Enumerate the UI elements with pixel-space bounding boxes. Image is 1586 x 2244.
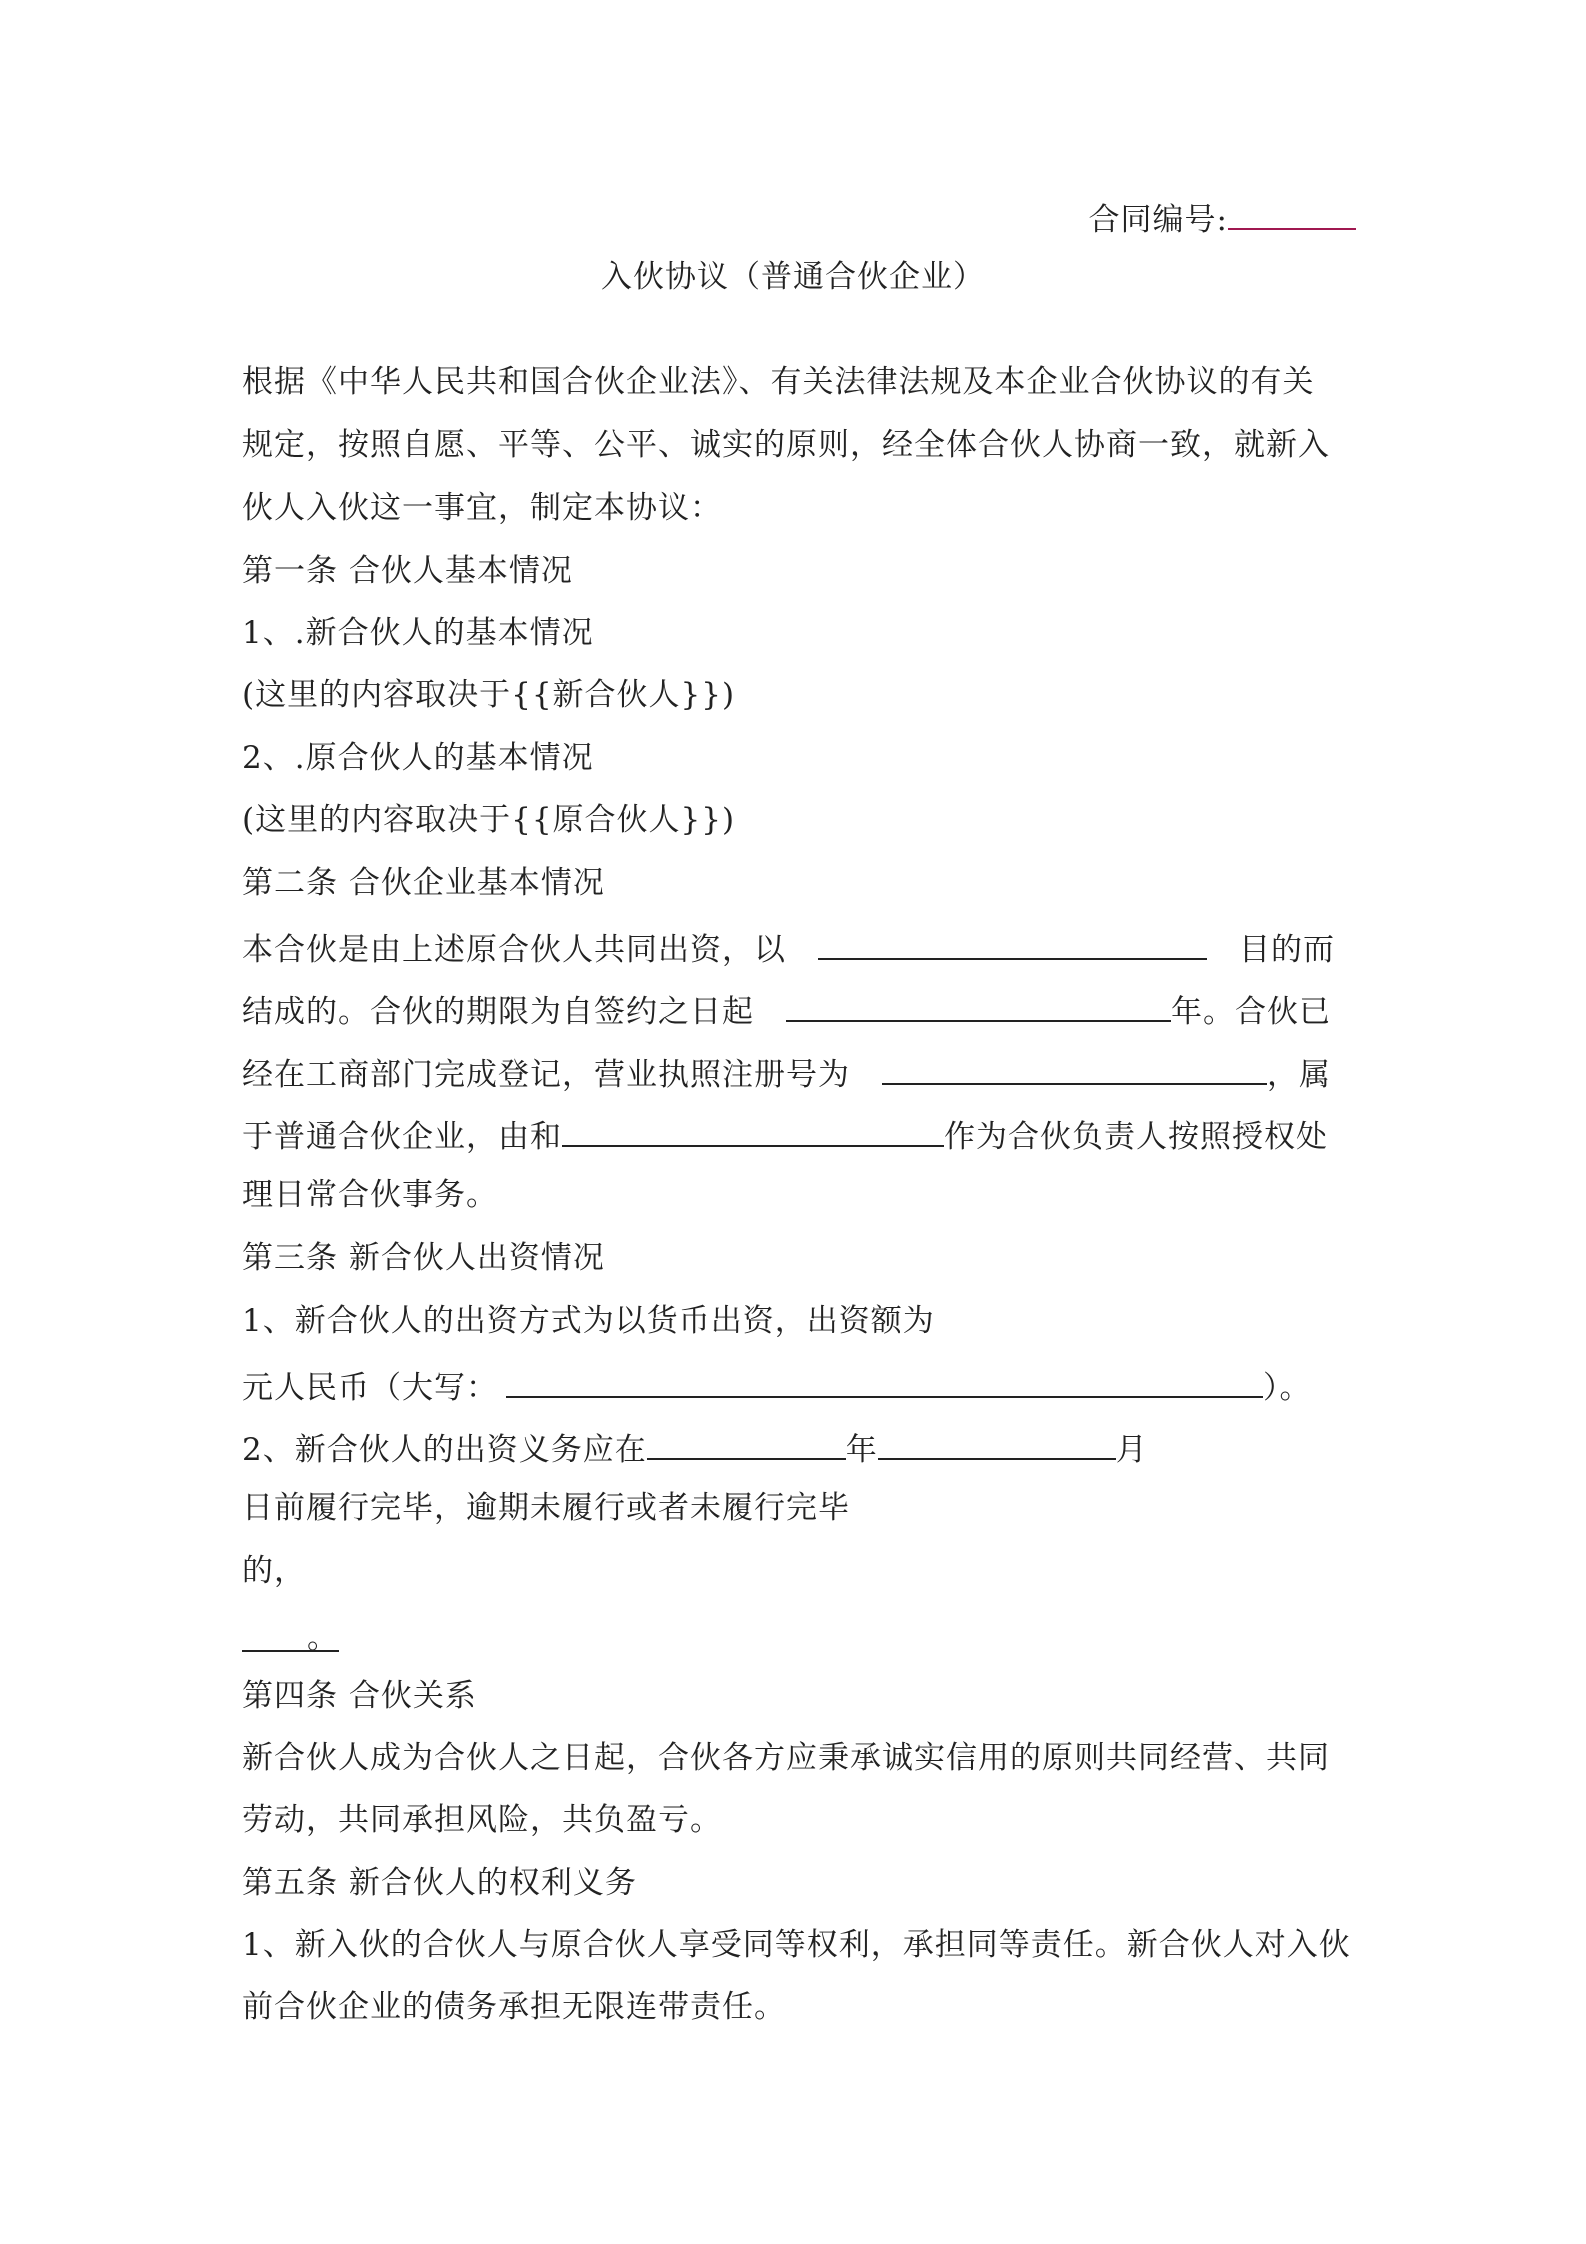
article-3-line: 1、新合伙人的出资方式为以货币出资，出资额为 — [242, 1303, 935, 1339]
intro-line: 伙人入伙这一事宜，制定本协议： — [242, 490, 722, 526]
text: 目的而 — [1239, 932, 1335, 968]
article-3-line — [242, 1364, 1312, 1408]
month-blank[interactable] — [878, 1426, 1116, 1460]
text: 元人民币（大写： — [242, 1370, 498, 1406]
article-3-heading: 第三条 新合伙人出资情况 — [242, 1240, 605, 1276]
text: 经在工商部门完成登记，营业执照注册号为 — [242, 1057, 850, 1093]
contract-number-label: 合同编号: — [1088, 202, 1228, 238]
license-number-blank[interactable] — [882, 1051, 1267, 1085]
amount-in-words-blank[interactable] — [506, 1364, 1263, 1398]
text: 于普通合伙企业，由和 — [242, 1119, 562, 1155]
article-2-line — [242, 926, 1335, 970]
text: 本合伙是由上述原合伙人共同出资，以 — [242, 932, 786, 968]
article-2-heading: 第二条 合伙企业基本情况 — [242, 865, 605, 901]
intro-line: 根据《中华人民共和国合伙企业法》、有关法律法规及本企业合伙协议的有关 — [242, 364, 1315, 400]
contract-number-blank[interactable] — [1228, 196, 1356, 230]
text: 2、新合伙人的出资义务应在 — [242, 1432, 647, 1468]
text: 年 — [845, 1432, 878, 1468]
article-3-line: 的， — [242, 1553, 306, 1589]
article-4-line: 劳动，共同承担风险，共负盈亏。 — [242, 1802, 722, 1838]
contract-number — [1089, 196, 1356, 240]
text: 结成的。合伙的期限为自签约之日起 — [242, 994, 754, 1030]
responsible-partner-blank[interactable] — [562, 1113, 944, 1147]
article-5-line: 前合伙企业的债务承担无限连带责任。 — [242, 1989, 786, 2025]
article-2-line — [242, 1113, 1328, 1157]
article-3-line — [242, 1618, 339, 1658]
text: ）。 — [1263, 1370, 1312, 1406]
text: 作为合伙负责人按照授权处 — [944, 1119, 1328, 1155]
article-2-line — [242, 988, 1331, 1032]
year-blank[interactable] — [647, 1426, 846, 1460]
article-1-item: 1、.新合伙人的基本情况 — [242, 615, 594, 651]
purpose-blank[interactable] — [818, 926, 1207, 960]
term-blank[interactable] — [786, 988, 1171, 1022]
text: ，属 — [1267, 1057, 1331, 1093]
document-title: 入伙协议（普通合伙企业） — [601, 259, 985, 295]
text: 。 — [307, 1620, 339, 1656]
text: 年。合伙已 — [1171, 994, 1331, 1030]
article-3-line — [242, 1426, 1148, 1470]
article-5-heading: 第五条 新合伙人的权利义务 — [242, 1865, 637, 1901]
article-3-line: 日前履行完毕，逾期未履行或者未履行完毕 — [242, 1490, 850, 1526]
liability-blank[interactable] — [242, 1618, 339, 1656]
article-2-line — [242, 1051, 1331, 1095]
article-1-item: 2、.原合伙人的基本情况 — [242, 740, 594, 776]
article-1-note: (这里的内容取决于{{原合伙人}}) — [242, 802, 736, 838]
article-1-note: (这里的内容取决于{{新合伙人}}) — [242, 677, 736, 713]
article-5-line: 1、新入伙的合伙人与原合伙人享受同等权利，承担同等责任。新合伙人对入伙 — [242, 1927, 1351, 1963]
text: 月 — [1115, 1432, 1148, 1468]
article-1-heading: 第一条 合伙人基本情况 — [242, 553, 573, 589]
article-2-line: 理日常合伙事务。 — [242, 1177, 498, 1213]
intro-line: 规定，按照自愿、平等、公平、诚实的原则，经全体合伙人协商一致，就新入 — [242, 427, 1330, 463]
article-4-line: 新合伙人成为合伙人之日起，合伙各方应秉承诚实信用的原则共同经营、共同 — [242, 1740, 1330, 1776]
article-4-heading: 第四条 合伙关系 — [242, 1678, 477, 1714]
